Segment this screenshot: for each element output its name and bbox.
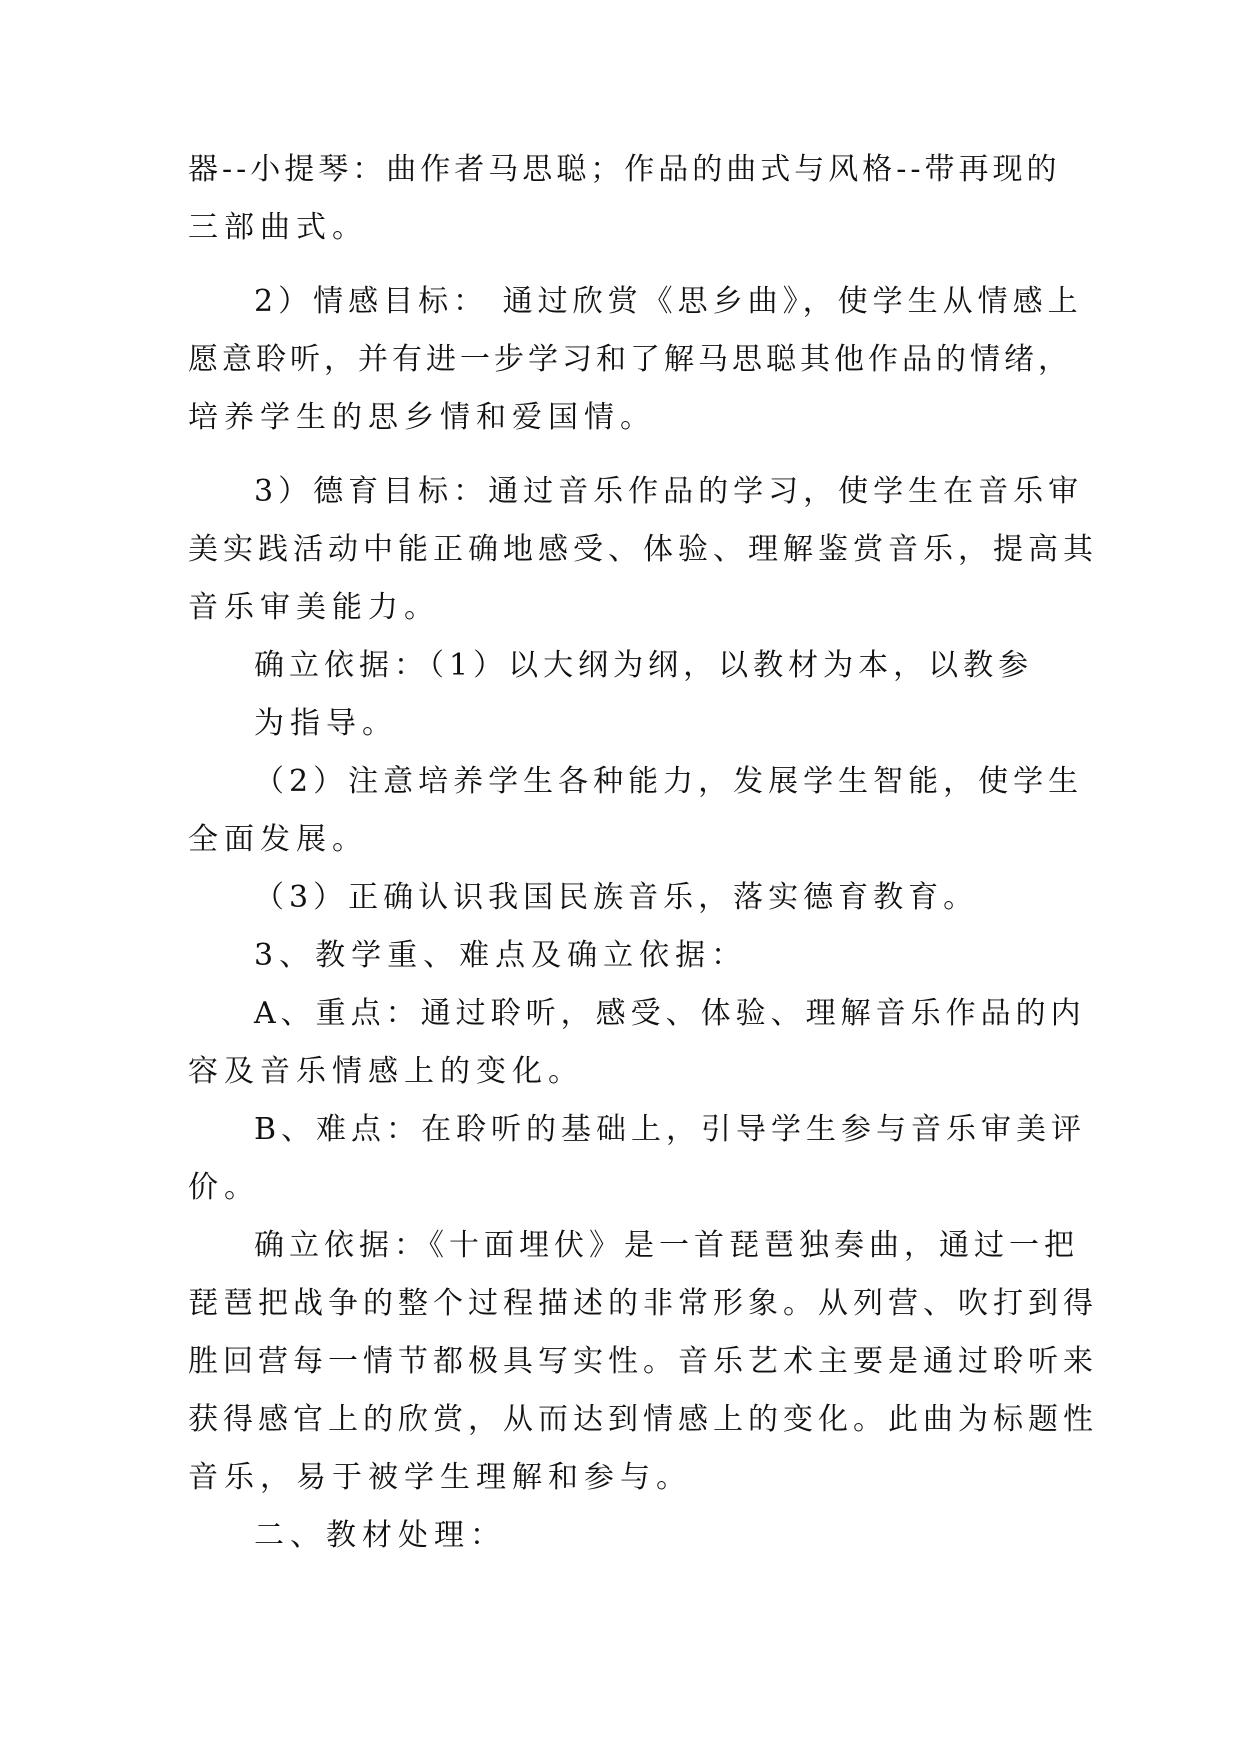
text-line: 为指导。 [254, 706, 398, 741]
text-line: 3）德育目标：通过音乐作品的学习，使学生在音乐审 [254, 474, 1084, 509]
text-line: 价。 [188, 1170, 260, 1205]
text-line: 音乐，易于被学生理解和参与。 [188, 1460, 692, 1495]
text-line: 音乐审美能力。 [188, 590, 440, 625]
text-line: 全面发展。 [188, 822, 368, 857]
text-line: 培养学生的思乡情和爱国情。 [188, 400, 656, 435]
text-line: 二、教材处理： [254, 1518, 506, 1553]
text-line: 获得感官上的欣赏，从而达到情感上的变化。此曲为标题性 [188, 1402, 1098, 1437]
text-line: 三部曲式。 [188, 210, 368, 245]
text-line: 愿意聆听，并有进一步学习和了解马思聪其他作品的情绪， [188, 342, 1072, 377]
text-line: 容及音乐情感上的变化。 [188, 1054, 584, 1089]
text-line: 确立依据：（1）以大纲为纲，以教材为本，以教参 [254, 648, 1034, 683]
text-line: A、重点：通过聆听，感受、体验、理解音乐作品的内 [254, 996, 1086, 1031]
text-line: 确立依据：《十面埋伏》是一首琵琶独奏曲，通过一把 [254, 1228, 1079, 1263]
text-line: （3）正确认识我国民族音乐，落实德育教育。 [254, 880, 979, 915]
text-line: 3、教学重、难点及确立依据： [254, 938, 748, 973]
text-line: 胜回营每一情节都极具写实性。音乐艺术主要是通过聆听来 [188, 1344, 1098, 1379]
text-line: 2）情感目标： 通过欣赏《思乡曲》，使学生从情感上 [254, 284, 1083, 319]
text-line: 琵琶把战争的整个过程描述的非常形象。从列营、吹打到得 [188, 1286, 1098, 1321]
text-line: （2）注意培养学生各种能力，发展学生智能，使学生 [254, 764, 1084, 799]
text-line: 器--小提琴：曲作者马思聪；作品的曲式与风格--带再现的 [188, 152, 1061, 187]
text-line: B、难点：在聆听的基础上，引导学生参与音乐审美评 [254, 1112, 1087, 1147]
text-line: 美实践活动中能正确地感受、体验、理解鉴赏音乐，提高其 [188, 532, 1098, 567]
